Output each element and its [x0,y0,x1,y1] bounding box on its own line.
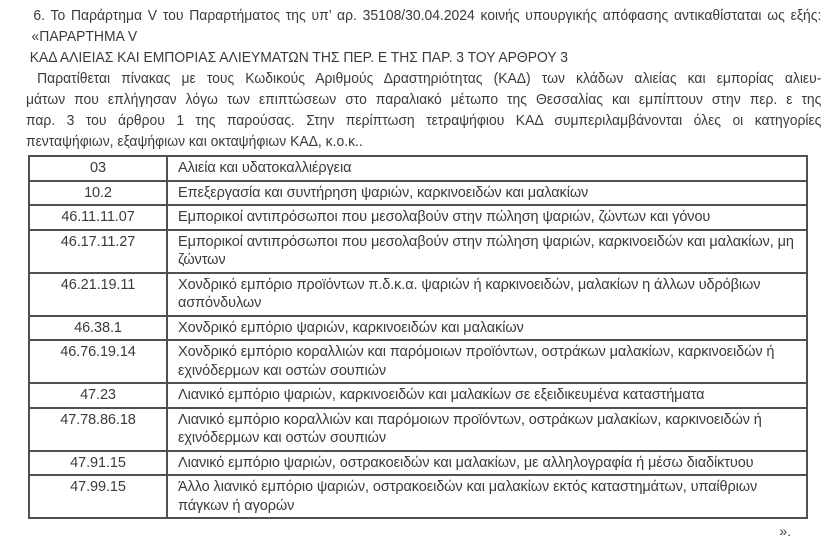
table-row [29,230,807,273]
table-row [29,156,807,181]
intro-paragraph: 6. Το Παράρτημα V του Παραρτήματος της υπ’ αρ. 35108/30.04.2024 κοινής υπουργικής απόφασης αντικαθίσταται ως εξής: [33,7,822,24]
kad-description-cell: Αλιεία και υδατοκαλλιέργεια [167,156,807,181]
kad-description-cell: Επεξεργασία και συντήρηση ψαριών, καρκινοειδών και μαλακίων [167,181,807,206]
kad-code-cell: 46.11.11.07 [29,205,167,230]
kad-code-cell: 47.91.15 [29,451,167,476]
kad-code-cell: 10.2 [29,181,167,206]
kad-code-cell: 47.23 [29,383,167,408]
table-row [29,340,807,383]
kad-description-cell: Χονδρικό εμπόριο ψαριών, καρκινοειδών και μαλακίων [167,316,807,341]
kad-description-cell: Λιανικό εμπόριο ψαριών, οστρακοειδών και μαλακίων, με αλληλογραφία ή μέσω διαδίκτυου [167,451,807,476]
kad-table-body [29,156,807,518]
kad-description-cell: Λιανικό εμπόριο κοραλλιών και παρόμοιων προϊόντων, οστράκων μαλακίων, καρκινοειδών ή εχινόδερμων και οστών σουπιών [167,408,807,451]
closing-quote-mark: ». [779,523,791,539]
table-row [29,451,807,476]
kad-description-cell: Χονδρικό εμπόριο προϊόντων π.δ.κ.α. ψαριών ή καρκινοειδών, μαλακίων η άλλων υδρόβιων ασπόνδυλων [167,273,807,316]
annex-title: «ΠΑΡΑΡΤΗΜΑ V [31,28,138,45]
kad-description-cell: Εμπορικοί αντιπρόσωποι που μεσολαβούν στην πώληση ψαριών, ζώντων και γόνου [167,205,807,230]
paragraph-line: παρ. 3 του άρθρου 1 της παρούσας. Στην περίπτωση τετραψήφιου ΚΑΔ συμπεριλαμβάνονται όλες οι κατηγορίες [26,112,822,129]
kad-code-cell: 46.38.1 [29,316,167,341]
paragraph-line: πενταψήφιων, εξαψήφιων και οκταψήφιων ΚΑΔ, κ.ο.κ.. [26,133,363,150]
text-block [26,5,821,152]
kad-description-cell: Άλλο λιανικό εμπόριο ψαριών, οστρακοειδών και μαλακίων εκτός καταστημάτων, υπαίθριων πάγκων ή αγορών [167,475,807,518]
kad-description-cell: Εμπορικοί αντιπρόσωποι που μεσολαβούν στην πώληση ψαριών, καρκινοειδών και μαλακίων, μη ζώντων [167,230,807,273]
table-row [29,316,807,341]
kad-code-cell: 47.99.15 [29,475,167,518]
kad-description-cell: Χονδρικό εμπόριο κοραλλιών και παρόμοιων προϊόντων, οστράκων μαλακίων, καρκινοειδών ή εχινόδερμων και οστών σουπιών [167,340,807,383]
table-row [29,475,807,518]
paragraph-line: Παρατίθεται πίνακας με τους Κωδικούς Αριθμούς Δραστηριότητας (ΚΑΔ) των κλάδων αλιείας και εμπορίας αλιευ- [37,70,822,87]
kad-code-cell: 46.17.11.27 [29,230,167,273]
kad-code-cell: 46.76.19.14 [29,340,167,383]
table-row [29,408,807,451]
table-row [29,205,807,230]
kad-description-cell: Λιανικό εμπόριο ψαριών, καρκινοειδών και μαλακίων σε εξειδικευμένα καταστήματα [167,383,807,408]
annex-subtitle: ΚΑΔ ΑΛΙΕΙΑΣ ΚΑΙ ΕΜΠΟΡΙΑΣ ΑΛΙΕΥΜΑΤΩΝ ΤΗΣ ΠΕΡ. Ε ΤΗΣ ΠΑΡ. 3 ΤΟΥ ΑΡΘΡΟΥ 3 [29,49,569,66]
table-row [29,273,807,316]
kad-table [28,155,808,519]
kad-code-cell: 46.21.19.11 [29,273,167,316]
table-row [29,181,807,206]
kad-code-cell: 03 [29,156,167,181]
paragraph-line: μάτων που επλήγησαν λόγω των επιπτώσεων στο παραλιακό μέτωπο της Θεσσαλίας και εμπίπτουν στην περ. ε της [26,91,822,108]
table-row [29,383,807,408]
kad-code-cell: 47.78.86.18 [29,408,167,451]
